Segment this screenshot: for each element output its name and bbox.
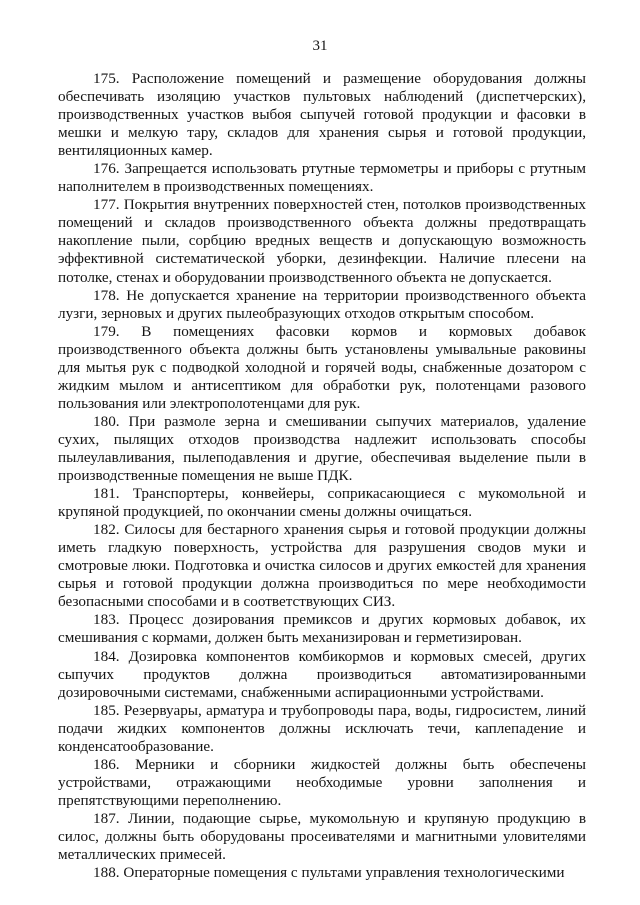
paragraph-184: 184. Дозировка компонентов комбикормов и кормовых смесей, других сыпучих продуктов должна производиться автоматизированными дозировочными системами, снабженными аспирационными устройствами. [58, 647, 586, 701]
paragraph-188: 188. Операторные помещения с пультами управления технологическими [93, 864, 565, 882]
paragraph-185: 185. Резервуары, арматура и трубопроводы пара, воды, гидросистем, линий подачи жидких компонентов должны исключать течи, каплепадение и конденсатообразование. [58, 701, 586, 755]
paragraph-183: 183. Процесс дозирования премиксов и других кормовых добавок, их смешивания с кормами, должен быть механизирован и герметизирован. [58, 611, 586, 647]
paragraph-181: 181. Транспортеры, конвейеры, соприкасающиеся с мукомольной и крупяной продукцией, по окончании смены должны очищаться. [58, 485, 586, 521]
paragraph-175: 175. Расположение помещений и размещение оборудования должны обеспечивать изоляцию участков пультовых наблюдений (диспетчерских), производственных участков выбоя сыпучей готовой продукции и фасовки в мешки и мелкую тару, складов для хранения сырья и готовой продукции, вентиляционных камер. [58, 70, 586, 160]
paragraph-179: 179. В помещениях фасовки кормов и кормовых добавок производственного объекта должны быть установлены умывальные раковины для мытья рук с подводкой холодной и горячей воды, снабженные дозатором с жидким мылом и антисептиком для обработки рук, полотенцами разового пользования или электрополотенцами для рук. [58, 322, 586, 412]
paragraph-178: 178. Не допускается хранение на территории производственного объекта лузги, зерновых и других пылеобразующих отходов открытым способом. [58, 286, 586, 322]
paragraph-187: 187. Линии, подающие сырье, мукомольную и крупяную продукцию в силос, должны быть оборудованы просеивателями и магнитными уловителями металлических примесей. [58, 809, 586, 864]
paragraph-176: 176. Запрещается использовать ртутные термометры и приборы с ртутным наполнителем в производственных помещениях. [58, 160, 586, 196]
paragraph-180: 180. При размоле зерна и смешивании сыпучих материалов, удаление сухих, пылящих отходов производства надлежит использовать способы пылеулавливания, пылеподавления и другие, обеспечивая выделение пыли в производственные помещения не выше ПДК. [58, 412, 586, 485]
paragraph-186: 186. Мерники и сборники жидкостей должны быть обеспечены устройствами, отражающими необходимые уровни заполнения и препятствующими переполнению. [58, 755, 586, 809]
document-body [58, 70, 586, 882]
paragraph-182: 182. Силосы для бестарного хранения сырья и готовой продукции должны иметь гладкую поверхность, устройства для разрушения сводов муки и смотровые люки. Подготовка и очистка силосов и других емкостей для хранения сырья и готовой продукции должна производиться по мере необходимости безопасными способами и в соответствующих СИЗ. [58, 521, 586, 611]
paragraph-177: 177. Покрытия внутренних поверхностей стен, потолков производственных помещений и складов производственного объекта должны предотвращать накопление пыли, сорбцию вредных веществ и допускающую возможность эффективной систематической уборки, дезинфекции. Наличие плесени на потолке, стенах и оборудовании производственного объекта не допускается. [58, 196, 586, 286]
page-number: 31 [312, 38, 328, 54]
